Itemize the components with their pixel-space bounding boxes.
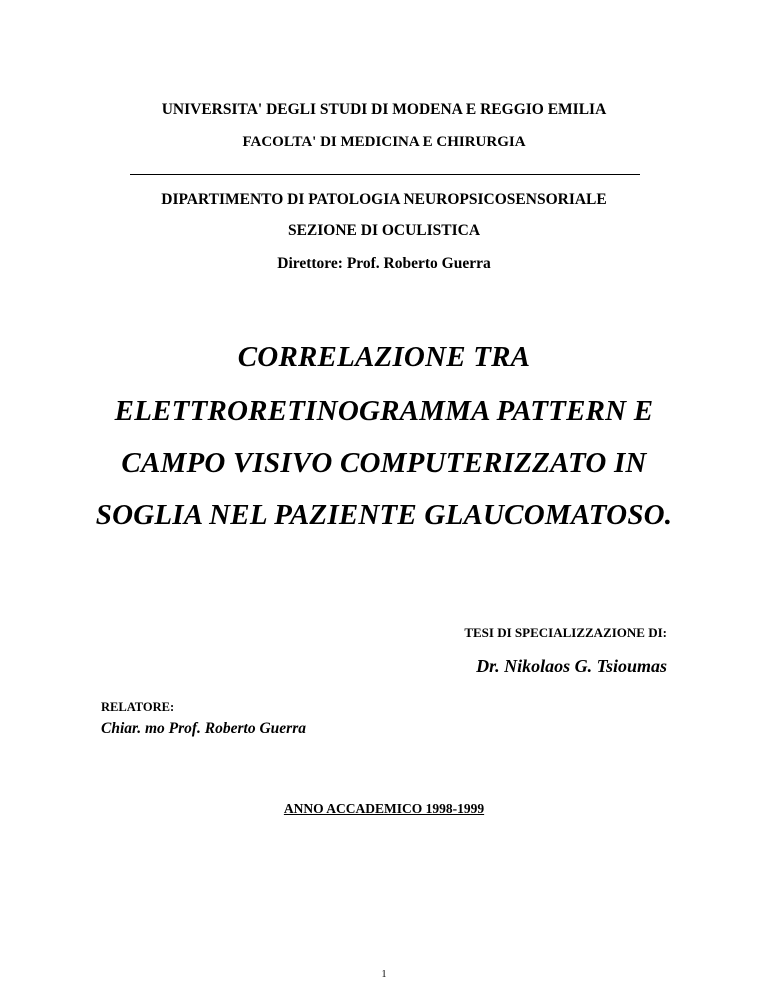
faculty-name: FACOLTA' DI MEDICINA E CHIRURGIA (242, 134, 526, 150)
title-line-2: ELETTRORETINOGRAMMA PATTERN E (114, 395, 654, 427)
advisor-name: Chiar. mo Prof. Roberto Guerra (101, 720, 306, 737)
section-name: SEZIONE DI OCULISTICA (287, 222, 481, 239)
thesis-label: TESI DI SPECIALIZZAZIONE DI: (464, 625, 667, 640)
academic-year: ANNO ACCADEMICO 1998-1999 (283, 801, 485, 816)
thesis-author: Dr. Nikolaos G. Tsioumas (476, 656, 667, 676)
header-divider (130, 174, 640, 175)
title-line-3: CAMPO VISIVO COMPUTERIZZATO IN (121, 447, 647, 479)
advisor-label: RELATORE: (101, 700, 175, 714)
department-name: DIPARTIMENTO DI PATOLOGIA NEUROPSICOSENSORIALE (161, 191, 607, 208)
title-line-1: CORRELAZIONE TRA (237, 341, 531, 373)
university-name: UNIVERSITA' DEGLI STUDI DI MODENA E REGGIO EMILIA (161, 101, 607, 118)
title-line-4: SOGLIA NEL PAZIENTE GLAUCOMATOSO. (95, 499, 673, 531)
page-number: 1 (381, 969, 387, 980)
director-line: Direttore: Prof. Roberto Guerra (277, 255, 491, 272)
